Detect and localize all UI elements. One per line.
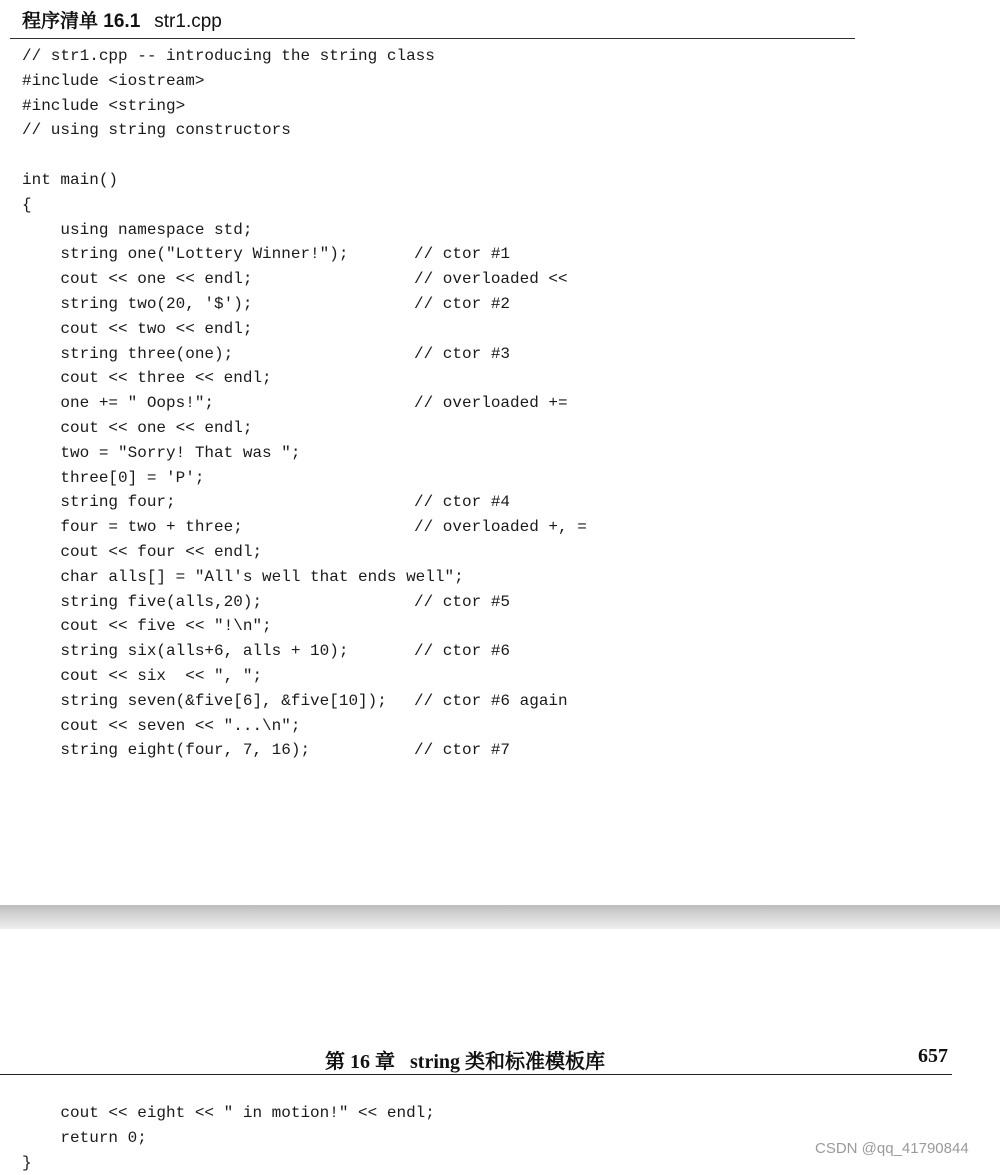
code-line [22,193,464,218]
listing-title [22,6,222,33]
code-text: three[0] = 'P'; [22,468,205,487]
code-line [22,738,511,763]
code-line [22,714,464,739]
code-line [22,218,464,243]
code-comment: // ctor #6 [414,642,511,661]
code-text: cout << three << endl; [22,369,272,388]
header-rule [0,1074,952,1075]
code-comment: // ctor #4 [414,493,511,512]
code-line [22,317,464,342]
code-text: // str1.cpp -- introducing the string class [22,47,435,65]
code-text: string six(alls+6, alls + 10); [22,642,349,661]
code-text: cout << six << ", "; [22,666,263,685]
listing-top-rule [10,38,855,39]
code-text: string seven(&five[6], &five[10]); [22,691,387,710]
code-line [22,1151,435,1175]
code-text: { [22,195,32,214]
code-text: cout << one << endl; [22,270,253,289]
code-comment: // overloaded += [414,394,568,413]
code-line [22,391,568,416]
code-line [22,342,511,367]
code-text: cout << seven << "...\n"; [22,716,301,735]
code-text: cout << four << endl; [22,542,263,561]
code-line [22,267,568,292]
code-line [22,118,464,143]
code-comment: // ctor #3 [414,344,511,363]
code-comment: // ctor #7 [414,741,511,760]
code-comment: // ctor #6 again [414,691,568,710]
code-line [22,614,464,639]
code-line [22,94,464,119]
code-text: } [22,1153,32,1172]
listing-filename: str1.cpp [154,11,222,32]
code-text: string four; [22,493,176,512]
code-line [22,1126,435,1151]
code-comment: // ctor #5 [414,592,511,611]
code-comment: // ctor #1 [414,245,511,264]
code-text: #include <iostream> [22,71,205,90]
code-line [22,441,464,466]
code-comment: // overloaded +, = [414,518,587,537]
page-header [0,1043,1000,1073]
code-line [22,540,464,565]
code-text: string five(alls,20); [22,592,263,611]
code-text: four = two + three; [22,518,243,537]
code-text: char alls[] = "All's well that ends well"; [22,567,464,586]
code-text: int main() [22,170,119,189]
code-line [22,69,464,94]
code-text: string one("Lottery Winner!"); [22,245,349,264]
code-text: cout << one << endl; [22,418,253,437]
code-line [22,168,464,193]
code-line [22,466,464,491]
code-line [22,416,464,441]
code-line [22,242,511,267]
code-line [22,515,587,540]
code-line [22,490,511,515]
code-line [22,565,464,590]
code-line [22,689,568,714]
code-line [22,292,511,317]
code-line [22,639,511,664]
code-comment: // ctor #2 [414,294,511,313]
code-text: cout << two << endl; [22,319,253,338]
code-text: cout << five << "!\n"; [22,617,272,636]
code-text: #include <string> [22,96,186,115]
chapter-title: 第 16 章 string 类和标准模板库 [325,1051,605,1073]
code-line [22,590,511,615]
code-block [22,44,587,763]
page-break-gap [0,905,1000,929]
code-text: one += " Oops!"; [22,394,215,413]
code-line [22,1101,435,1126]
code-line [22,366,464,391]
code-text: two = "Sorry! That was "; [22,443,301,462]
code-text: string three(one); [22,344,234,363]
code-block-continued [22,1101,435,1175]
code-text: return 0; [22,1128,147,1147]
code-text: // using string constructors [22,121,291,140]
code-line [22,664,464,689]
listing-label: 程序清单 16.1 [22,11,141,32]
code-line [22,143,464,168]
page-number: 657 [918,1045,948,1067]
code-text: string two(20, '$'); [22,294,253,313]
code-line [22,44,464,69]
code-text: using namespace std; [22,220,253,239]
code-comment: // overloaded << [414,270,568,289]
watermark: CSDN @qq_41790844 [815,1140,969,1157]
code-text: string eight(four, 7, 16); [22,741,311,760]
code-text: cout << eight << " in motion!" << endl; [22,1104,435,1122]
